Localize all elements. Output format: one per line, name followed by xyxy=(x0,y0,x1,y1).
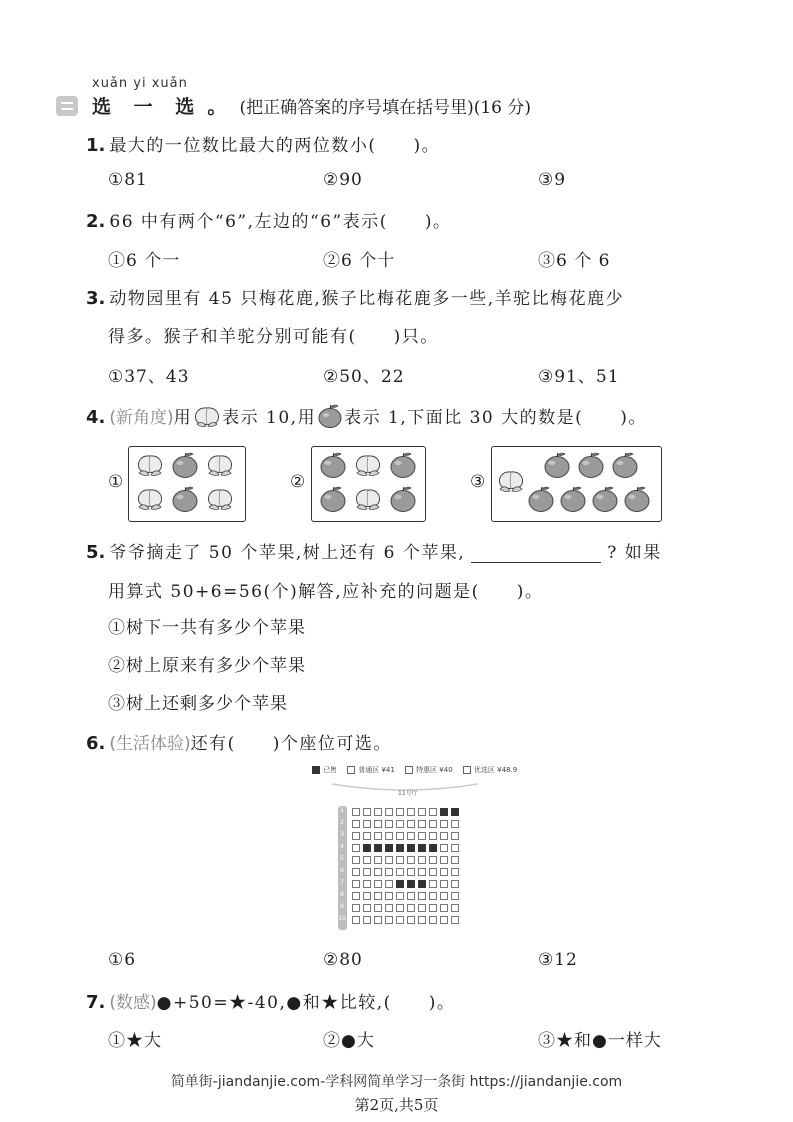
q7-option-3[interactable]: ③★和●一样大 xyxy=(538,1031,662,1051)
seat-sold xyxy=(440,808,448,816)
q4-option-2-box[interactable] xyxy=(311,446,426,522)
seat-available[interactable] xyxy=(429,832,437,840)
question-number: 2. xyxy=(86,211,106,232)
question-text: 66 中有两个“6”,左边的“6”表示( )。 xyxy=(109,212,452,232)
seat-available[interactable] xyxy=(396,856,404,864)
seat-available[interactable] xyxy=(352,820,360,828)
row-label: 4 xyxy=(340,843,344,850)
hall-name: 11号厅 xyxy=(398,790,418,797)
legend-swatch xyxy=(405,766,413,774)
seat-available[interactable] xyxy=(440,892,448,900)
seat-available[interactable] xyxy=(396,820,404,828)
apple-icon xyxy=(318,451,348,479)
seat-available[interactable] xyxy=(363,832,371,840)
seat-sold xyxy=(429,844,437,852)
question-number: 6. xyxy=(86,733,106,754)
q6-option-1[interactable]: ①6 xyxy=(108,950,137,970)
question-3 xyxy=(86,284,624,309)
seat-available[interactable] xyxy=(451,832,459,840)
seat-available[interactable] xyxy=(451,820,459,828)
seat-sold xyxy=(407,844,415,852)
q3-option-1[interactable]: ①37、43 xyxy=(108,367,190,387)
seat-available[interactable] xyxy=(418,820,426,828)
q7-option-1[interactable]: ①★大 xyxy=(108,1031,162,1051)
seat-sold xyxy=(418,844,426,852)
seat-available[interactable] xyxy=(363,820,371,828)
seat-available[interactable] xyxy=(429,904,437,912)
section-title-dot: 。 xyxy=(207,96,235,118)
question-text-line1a: 爷爷摘走了 50 个苹果,树上还有 6 个苹果, xyxy=(109,543,466,563)
seat-available[interactable] xyxy=(374,856,382,864)
seat-sold xyxy=(451,808,459,816)
question-number: 3. xyxy=(86,288,106,309)
seat-available[interactable] xyxy=(418,916,426,924)
seat-available[interactable] xyxy=(407,820,415,828)
seat-available[interactable] xyxy=(418,868,426,876)
seat-available[interactable] xyxy=(363,916,371,924)
apple-icon xyxy=(170,485,200,513)
q2-option-2[interactable]: ②6 个十 xyxy=(323,251,396,271)
q1-option-2[interactable]: ②90 xyxy=(323,170,363,190)
q2-option-3[interactable]: ③6 个 6 xyxy=(538,251,611,271)
apple-icon xyxy=(590,485,620,513)
row-label: 8 xyxy=(340,891,344,898)
seat-sold xyxy=(363,844,371,852)
question-7 xyxy=(86,988,455,1013)
footer-page-number: 第2页,共5页 xyxy=(354,1096,439,1114)
row-label: 9 xyxy=(340,903,344,910)
q4-option-2-label[interactable]: ② xyxy=(290,472,307,492)
seat-available[interactable] xyxy=(440,844,448,852)
q4-option-1-label[interactable]: ① xyxy=(108,472,125,492)
seat-available[interactable] xyxy=(374,916,382,924)
legend-regular: 普通区 ¥41 xyxy=(358,766,395,774)
seat-available[interactable] xyxy=(385,832,393,840)
legend-swatch xyxy=(463,766,471,774)
seat-available[interactable] xyxy=(407,916,415,924)
seat-available[interactable] xyxy=(407,856,415,864)
peach-icon xyxy=(135,451,165,479)
seat-available[interactable] xyxy=(396,868,404,876)
seat-available[interactable] xyxy=(374,808,382,816)
apple-icon xyxy=(542,451,572,479)
question-5-line2: 用算式 50+6=56(个)解答,应补充的问题是( )。 xyxy=(108,582,544,602)
answer-blank[interactable] xyxy=(471,544,601,563)
seat-available[interactable] xyxy=(385,808,393,816)
question-number: 7. xyxy=(86,992,106,1013)
legend-sold: 已售 xyxy=(323,766,337,774)
seat-available[interactable] xyxy=(374,832,382,840)
seat-available[interactable] xyxy=(429,820,437,828)
apple-icon xyxy=(316,404,344,428)
seat-available[interactable] xyxy=(440,904,448,912)
peach-icon xyxy=(353,451,383,479)
q3-option-3[interactable]: ③91、51 xyxy=(538,367,620,387)
seat-available[interactable] xyxy=(440,868,448,876)
seat-available[interactable] xyxy=(374,820,382,828)
seat-available[interactable] xyxy=(418,808,426,816)
section-number-badge xyxy=(56,96,78,116)
seat-available[interactable] xyxy=(385,916,393,924)
q6-option-3[interactable]: ③12 xyxy=(538,950,578,970)
q1-option-1[interactable]: ①81 xyxy=(108,170,148,190)
legend-sold-swatch xyxy=(312,766,320,774)
question-number: 5. xyxy=(86,542,106,563)
question-6 xyxy=(86,729,392,754)
seat-available[interactable] xyxy=(407,892,415,900)
q3-option-2[interactable]: ②50、22 xyxy=(323,367,405,387)
peach-icon xyxy=(192,404,222,428)
question-text: 还有( )个座位可选。 xyxy=(190,734,392,754)
seat-available[interactable] xyxy=(352,844,360,852)
row-label: 1 xyxy=(340,807,344,814)
seat-available[interactable] xyxy=(418,904,426,912)
seat-available[interactable] xyxy=(407,904,415,912)
seat-available[interactable] xyxy=(352,892,360,900)
question-number: 4. xyxy=(86,407,106,428)
seat-available[interactable] xyxy=(363,808,371,816)
row-label: 7 xyxy=(340,879,344,886)
seat-available[interactable] xyxy=(352,832,360,840)
seat-available[interactable] xyxy=(363,856,371,864)
seat-available[interactable] xyxy=(418,892,426,900)
seat-available[interactable] xyxy=(374,904,382,912)
peach-icon xyxy=(496,467,526,495)
seat-available[interactable] xyxy=(407,808,415,816)
seat-available[interactable] xyxy=(429,916,437,924)
question-1 xyxy=(86,131,440,156)
seat-available[interactable] xyxy=(374,892,382,900)
seat-available[interactable] xyxy=(451,916,459,924)
q5-option-2[interactable]: ②树上原来有多少个苹果 xyxy=(108,656,306,676)
seat-sold xyxy=(396,844,404,852)
seat-available[interactable] xyxy=(396,808,404,816)
question-tag: (新角度) xyxy=(109,408,174,428)
question-text-part3: 表示 1,下面比 30 大的数是( )。 xyxy=(344,408,647,428)
row-label: 6 xyxy=(340,867,344,874)
seat-available[interactable] xyxy=(385,904,393,912)
seat-available[interactable] xyxy=(440,820,448,828)
seat-available[interactable] xyxy=(385,880,393,888)
seat-available[interactable] xyxy=(429,868,437,876)
question-4 xyxy=(86,403,647,428)
question-2 xyxy=(86,207,451,232)
legend-premium: 优选区 ¥48.9 xyxy=(473,766,518,774)
apple-icon xyxy=(622,485,652,513)
seat-available[interactable] xyxy=(451,892,459,900)
peach-icon xyxy=(135,485,165,513)
seat-sold xyxy=(418,880,426,888)
seat-available[interactable] xyxy=(352,904,360,912)
seat-sold xyxy=(374,844,382,852)
seat-available[interactable] xyxy=(429,892,437,900)
seat-available[interactable] xyxy=(429,808,437,816)
row-number-bar xyxy=(338,806,347,930)
seat-legend xyxy=(312,765,525,775)
seat-available[interactable] xyxy=(352,808,360,816)
seat-available[interactable] xyxy=(385,868,393,876)
row-label: 2 xyxy=(340,819,344,826)
peach-icon xyxy=(353,485,383,513)
section-header xyxy=(92,92,531,119)
seat-available[interactable] xyxy=(418,856,426,864)
seat-available[interactable] xyxy=(385,892,393,900)
q2-option-1[interactable]: ①6 个一 xyxy=(108,251,181,271)
seat-available[interactable] xyxy=(352,916,360,924)
seat-available[interactable] xyxy=(440,880,448,888)
legend-discount: 特惠区 ¥40 xyxy=(416,766,453,774)
apple-icon xyxy=(388,485,418,513)
section-pinyin: xuǎn yi xuǎn xyxy=(92,76,188,91)
apple-icon xyxy=(318,485,348,513)
seat-available[interactable] xyxy=(440,916,448,924)
peach-icon xyxy=(205,451,235,479)
peach-icon xyxy=(205,485,235,513)
q4-option-3-box[interactable] xyxy=(491,446,662,522)
seat-available[interactable] xyxy=(385,820,393,828)
apple-icon xyxy=(558,485,588,513)
seat-available[interactable] xyxy=(396,916,404,924)
seat-available[interactable] xyxy=(451,856,459,864)
q4-option-1-box[interactable] xyxy=(128,446,246,522)
seat-available[interactable] xyxy=(396,904,404,912)
seat-available[interactable] xyxy=(429,880,437,888)
apple-icon xyxy=(170,451,200,479)
seat-available[interactable] xyxy=(352,868,360,876)
question-text: 最大的一位数比最大的两位数小( )。 xyxy=(109,136,441,156)
seat-sold xyxy=(385,844,393,852)
q7-option-2[interactable]: ②●大 xyxy=(323,1031,375,1051)
q1-option-3[interactable]: ③9 xyxy=(538,170,567,190)
apple-icon xyxy=(388,451,418,479)
question-tag: (数感) xyxy=(109,993,157,1013)
seat-available[interactable] xyxy=(429,856,437,864)
seat-available[interactable] xyxy=(451,880,459,888)
row-label: 10 xyxy=(338,915,346,922)
seat-available[interactable] xyxy=(363,892,371,900)
seat-available[interactable] xyxy=(407,868,415,876)
seat-available[interactable] xyxy=(363,904,371,912)
section-description: (把正确答案的序号填在括号里)(16 分) xyxy=(239,98,532,118)
question-text-line1: 动物园里有 45 只梅花鹿,猴子比梅花鹿多一些,羊驼比梅花鹿少 xyxy=(109,289,625,309)
seat-available[interactable] xyxy=(363,868,371,876)
legend-swatch xyxy=(347,766,355,774)
section-title: 选 一 选 xyxy=(92,96,203,118)
q5-option-3[interactable]: ③树上还剩多少个苹果 xyxy=(108,694,288,714)
row-label: 3 xyxy=(340,831,344,838)
seat-available[interactable] xyxy=(352,856,360,864)
footer-site: 简单街-jiandanjie.com-学科网简单学习一条街 https://jiandanjie.com xyxy=(170,1074,623,1090)
q5-option-1[interactable]: ①树下一共有多少个苹果 xyxy=(108,618,306,638)
seat-available[interactable] xyxy=(451,904,459,912)
question-5 xyxy=(86,538,662,563)
seat-sold xyxy=(396,880,404,888)
seat-available[interactable] xyxy=(396,892,404,900)
apple-icon xyxy=(576,451,606,479)
question-text: ●+50=★-40,●和★比较,( )。 xyxy=(156,993,456,1013)
seat-available[interactable] xyxy=(374,880,382,888)
seat-available[interactable] xyxy=(451,844,459,852)
apple-icon xyxy=(526,485,556,513)
question-3-line2: 得多。猴子和羊驼分别可能有( )只。 xyxy=(108,327,439,347)
seat-sold xyxy=(407,880,415,888)
q4-option-3-label[interactable]: ③ xyxy=(470,472,487,492)
seat-available[interactable] xyxy=(418,832,426,840)
seat-available[interactable] xyxy=(396,832,404,840)
question-text-part1: 用 xyxy=(173,408,193,428)
seat-available[interactable] xyxy=(363,880,371,888)
q6-option-2[interactable]: ②80 xyxy=(323,950,363,970)
seat-available[interactable] xyxy=(385,856,393,864)
question-tag: (生活体验) xyxy=(109,734,191,754)
question-number: 1. xyxy=(86,135,106,156)
question-text-line1b: ? 如果 xyxy=(607,543,662,563)
apple-icon xyxy=(610,451,640,479)
seat-available[interactable] xyxy=(440,832,448,840)
question-text-part2: 表示 10,用 xyxy=(222,408,317,428)
seat-available[interactable] xyxy=(407,832,415,840)
row-label: 5 xyxy=(340,855,344,862)
seat-available[interactable] xyxy=(374,868,382,876)
seat-grid xyxy=(352,806,464,930)
seat-available[interactable] xyxy=(352,880,360,888)
seat-available[interactable] xyxy=(451,868,459,876)
seat-available[interactable] xyxy=(440,856,448,864)
